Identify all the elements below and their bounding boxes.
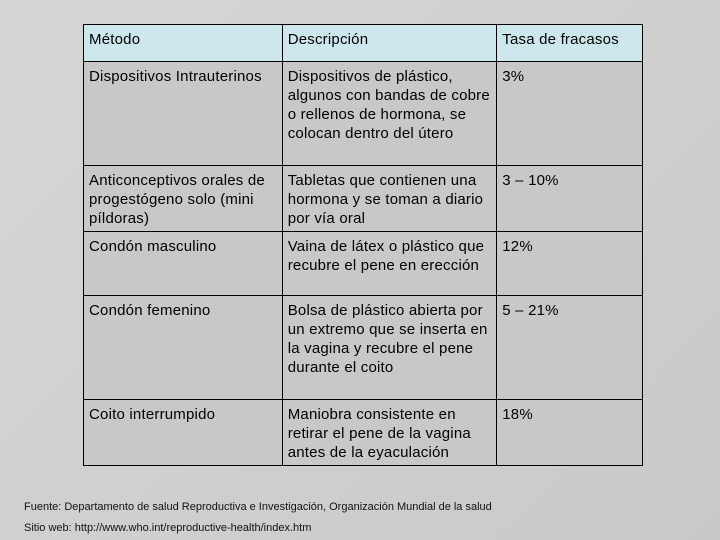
website-note: Sitio web: http://www.who.int/reproductive-health/index.htm: [24, 522, 312, 534]
table-row: [84, 296, 643, 400]
method-cell: Condón masculino: [84, 232, 283, 296]
failure-rate-cell: 3%: [497, 62, 643, 166]
table-row: [84, 62, 643, 166]
table-header-row: [84, 25, 643, 62]
description-cell: Dispositivos de plástico, algunos con bandas de cobre o rellenos de hormona, se colocan dentro del útero: [282, 62, 497, 166]
contraceptive-methods-table: [83, 24, 643, 466]
method-cell: Coito interrumpido: [84, 400, 283, 466]
description-cell: Maniobra consistente en retirar el pene de la vagina antes de la eyaculación: [282, 400, 497, 466]
table-row: [84, 232, 643, 296]
description-cell: Vaina de látex o plástico que recubre el pene en erección: [282, 232, 497, 296]
failure-rate-cell: 3 – 10%: [497, 166, 643, 232]
header-method: Método: [84, 25, 283, 62]
method-cell: Condón femenino: [84, 296, 283, 400]
failure-rate-cell: 5 – 21%: [497, 296, 643, 400]
source-note: Fuente: Departamento de salud Reproductiva e Investigación, Organización Mundial de la salud: [24, 501, 492, 513]
description-cell: Tabletas que contienen una hormona y se toman a diario por vía oral: [282, 166, 497, 232]
failure-rate-cell: 18%: [497, 400, 643, 466]
method-cell: Anticonceptivos orales de progestógeno solo (mini píldoras): [84, 166, 283, 232]
failure-rate-cell: 12%: [497, 232, 643, 296]
table-row: [84, 400, 643, 466]
method-cell: Dispositivos Intrauterinos: [84, 62, 283, 166]
table-row: [84, 166, 643, 232]
header-failure-rate: Tasa de fracasos: [497, 25, 643, 62]
description-cell: Bolsa de plástico abierta por un extremo que se inserta en la vagina y recubre el pene durante el coito: [282, 296, 497, 400]
header-description: Descripción: [282, 25, 497, 62]
